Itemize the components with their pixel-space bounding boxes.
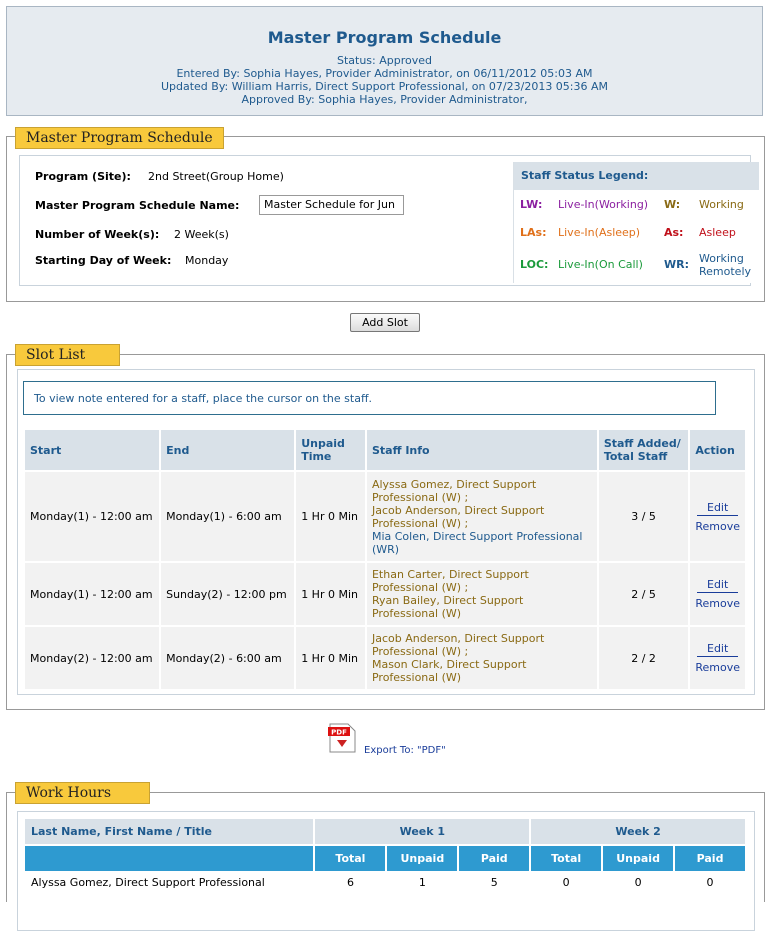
slot-staff-info <box>366 562 598 626</box>
col-w2-paid: Paid <box>674 845 746 871</box>
slot-end: Sunday(2) - 12:00 pm <box>160 562 295 626</box>
program-label: Program (Site): <box>35 170 131 183</box>
slot-unpaid: 1 Hr 0 Min <box>295 562 366 626</box>
export-pdf-link[interactable]: Export To: "PDF" <box>364 745 446 756</box>
slot-unpaid: 1 Hr 0 Min <box>295 471 366 562</box>
col-start: Start <box>25 430 160 471</box>
legend-code-las: LAs: <box>520 226 547 239</box>
subheader-spacer <box>25 845 314 871</box>
start-day-label: Starting Day of Week: <box>35 254 172 267</box>
legend-text-as: Asleep <box>699 226 736 239</box>
schedule-name-label: Master Program Schedule Name: <box>35 199 240 212</box>
col-w2-total: Total <box>530 845 602 871</box>
edit-link[interactable]: Edit <box>697 642 738 657</box>
col-unpaid-time: Unpaid Time <box>295 430 366 471</box>
legend-code-as: As: <box>664 226 684 239</box>
start-day-value: Monday <box>185 254 229 267</box>
legend-code-loc: LOC: <box>520 258 549 271</box>
slot-list-section <box>6 347 765 710</box>
slot-unpaid: 1 Hr 0 Min <box>295 626 366 690</box>
staff-entry[interactable]: Mia Colen, Direct Support Professional (WR) <box>371 529 583 556</box>
w1-unpaid: 1 <box>418 875 426 889</box>
legend-text-loc: Live-In(On Call) <box>558 258 643 271</box>
col-end: End <box>160 430 295 471</box>
slot-count: 2 / 2 <box>598 626 690 690</box>
slot-staff-info <box>366 626 598 690</box>
staff-entry[interactable]: Ryan Bailey, Direct Support Professional (W) <box>371 594 524 620</box>
legend-code-lw: LW: <box>520 198 543 211</box>
status-text: Status: Approved <box>336 54 432 67</box>
work-hours-table <box>25 819 747 893</box>
col-week-2: Week 2 <box>530 819 746 845</box>
slot-end: Monday(1) - 6:00 am <box>160 471 295 562</box>
program-value: 2nd Street(Group Home) <box>148 170 284 183</box>
col-action: Action <box>689 430 746 471</box>
col-name-title: Last Name, First Name / Title <box>25 819 314 845</box>
table-row <box>25 871 746 893</box>
schedule-name-input[interactable]: Master Schedule for Jun <box>259 195 404 215</box>
add-slot-button[interactable]: Add Slot <box>350 313 420 332</box>
table-row <box>25 626 746 690</box>
staff-entry[interactable]: Jacob Anderson, Direct Support Professional (W) ; <box>371 632 545 658</box>
schedule-legend: Master Program Schedule <box>15 127 224 149</box>
legend-text-wr: Working Remotely <box>699 252 752 278</box>
slot-end: Monday(2) - 6:00 am <box>160 626 295 690</box>
work-hours-legend: Work Hours <box>15 782 150 804</box>
work-hours-header-row <box>25 819 746 845</box>
col-staff-info: Staff Info <box>366 430 598 471</box>
col-w2-unpaid: Unpaid <box>602 845 674 871</box>
remove-link[interactable]: Remove <box>695 519 740 533</box>
legend-text-w: Working <box>699 198 744 211</box>
col-w1-unpaid: Unpaid <box>386 845 458 871</box>
svg-text:PDF: PDF <box>331 728 347 737</box>
staff-entry[interactable]: Jacob Anderson, Direct Support Professional (W) ; <box>371 503 545 530</box>
slot-start: Monday(2) - 12:00 am <box>25 626 160 690</box>
w1-total: 6 <box>346 875 354 889</box>
slot-staff-info <box>366 471 598 562</box>
page-title: Master Program Schedule <box>267 28 502 47</box>
edit-link[interactable]: Edit <box>697 501 738 516</box>
slot-count: 3 / 5 <box>598 471 690 562</box>
slot-actions <box>689 471 746 562</box>
slot-count: 2 / 5 <box>598 562 690 626</box>
staff-entry[interactable]: Alyssa Gomez, Direct Support Professional (W) ; <box>371 477 537 504</box>
schedule-section <box>6 130 765 302</box>
edit-link[interactable]: Edit <box>697 578 738 593</box>
table-row <box>25 562 746 626</box>
legend-text-las: Live-In(Asleep) <box>558 226 641 239</box>
col-staff-added: Staff Added/ Total Staff <box>598 430 690 471</box>
w2-paid: 0 <box>706 875 714 889</box>
staff-legend-title: Staff Status Legend: <box>514 162 759 190</box>
weeks-value: 2 Week(s) <box>174 228 229 241</box>
legend-text-lw: Live-In(Working) <box>558 198 649 211</box>
legend-code-w: W: <box>664 198 681 211</box>
col-w1-paid: Paid <box>458 845 530 871</box>
slot-table <box>25 430 747 691</box>
staff-entry[interactable]: Ethan Carter, Direct Support Professional (W) ; <box>371 568 529 594</box>
work-hours-subheader-row <box>25 845 746 871</box>
work-hours-name: Alyssa Gomez, Direct Support Professional <box>31 875 265 889</box>
weeks-label: Number of Week(s): <box>35 228 160 241</box>
remove-link[interactable]: Remove <box>695 597 740 610</box>
entered-by-text: Entered By: Sophia Hayes, Provider Administrator, on 06/11/2012 05:03 AM <box>176 67 593 80</box>
slot-actions <box>689 562 746 626</box>
col-w1-total: Total <box>314 845 386 871</box>
staff-note-hint: To view note entered for a staff, place the cursor on the staff. <box>23 381 716 415</box>
pdf-icon[interactable] <box>327 723 359 753</box>
staff-entry[interactable]: Mason Clark, Direct Support Professional (W) <box>371 658 527 684</box>
remove-link[interactable]: Remove <box>695 661 740 674</box>
legend-code-wr: WR: <box>664 258 690 271</box>
updated-by-text: Updated By: William Harris, Direct Support Professional, on 07/23/2013 05:36 AM <box>160 80 609 93</box>
schedule-details-panel <box>19 155 751 286</box>
table-row <box>25 471 746 562</box>
w1-paid: 5 <box>490 875 498 889</box>
w2-unpaid: 0 <box>634 875 642 889</box>
col-week-1: Week 1 <box>314 819 530 845</box>
status-header <box>6 6 763 116</box>
staff-status-legend <box>513 162 759 283</box>
slot-start: Monday(1) - 12:00 am <box>25 471 160 562</box>
w2-total: 0 <box>562 875 570 889</box>
approved-by-text: Approved By: Sophia Hayes, Provider Administrator, <box>241 93 528 106</box>
slot-start: Monday(1) - 12:00 am <box>25 562 160 626</box>
slot-list-legend: Slot List <box>15 344 120 366</box>
slot-table-header-row <box>25 430 746 471</box>
slot-actions <box>689 626 746 690</box>
